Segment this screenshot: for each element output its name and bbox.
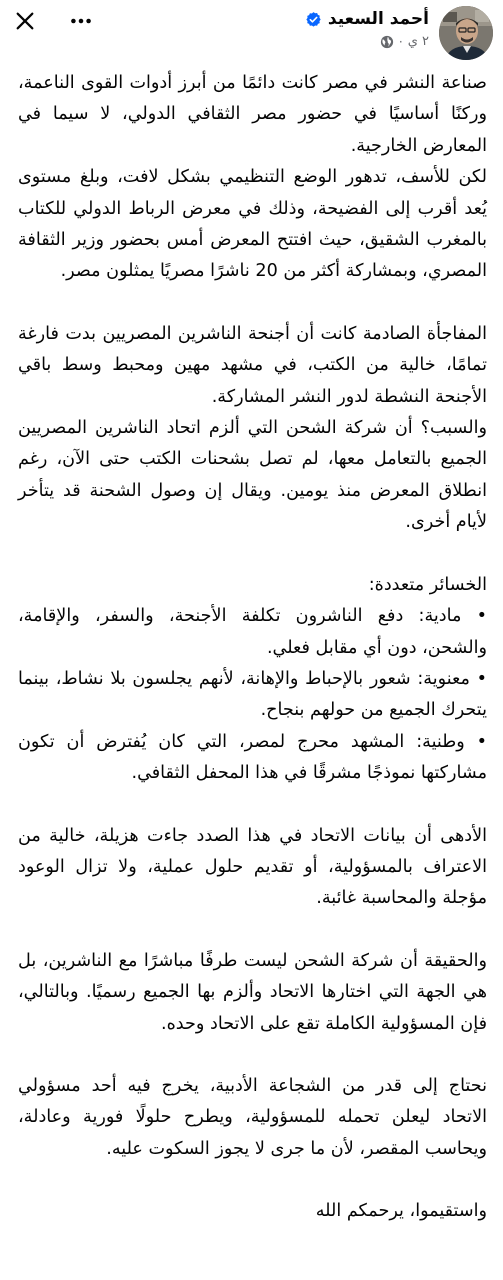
more-options-icon[interactable]: [68, 8, 94, 34]
post-header: [0, 0, 503, 70]
paragraph-call-to-action: نحتاج إلى قدر من الشجاعة الأدبية، يخرج فيه أحد مسؤولي الاتحاد ليعلن تحمله للمسؤولية، ويطرح حلولًا فورية وعادلة، ويحاسب المقصر، لأن ما جرى لا يجوز السكوت عليه.: [18, 1075, 487, 1159]
author-name[interactable]: أحمد السعيد: [327, 9, 429, 29]
loss-item-moral: • معنوية: شعور بالإحباط والإهانة، لأنهم يجلسون بلا نشاط، بينما يتحرك الجميع من حولهم بنجاح.: [18, 668, 487, 721]
post-header-actions: [12, 8, 94, 34]
close-icon[interactable]: [12, 8, 38, 34]
losses-list: [18, 570, 487, 790]
paragraph-responsibility: والحقيقة أن شركة الشحن ليست طرفًا مباشرًا مع الناشرين، بل هي الجهة التي اختارها الاتحاد وألزم بها الجميع رسميًا. وبالتالي، فإن المسؤولية الكاملة تقع على الاتحاد وحده.: [18, 950, 487, 1034]
loss-item-national: • وطنية: المشهد محرج لمصر، التي كان يُفترض أن تكون مشاركتها نموذجًا مشرقًا في هذا المحفل الثقافي.: [18, 731, 487, 784]
author-row: [305, 8, 429, 30]
paragraph-decline: لكن للأسف، تدهور الوضع التنظيمي بشكل لافت، وبلغ مستوى يُعد أقرب إلى الفضيحة، وذلك في معرض الرباط الدولي للكتاب بالمغرب الشقيق، حيث افتتح المعرض أمس بحضور وزير الثقافة المصري، وبمشاركة أكثر من 20 ناشرًا مصريًا يمثلون مصر.: [18, 167, 487, 282]
paragraph-reason: والسبب؟ أن شركة الشحن التي ألزم اتحاد الناشرين المصريين الجميع بالتعامل معها، لم تصل بشحنات الكتب حتى الآن، رغم انطلاق المعرض منذ يومين. ويقال إن وصول الشحنة قد يتأخر لأيام أخرى.: [18, 418, 487, 533]
paragraph-union-statements: الأدهى أن بيانات الاتحاد في هذا الصدد جاءت هزيلة، خالية من الاعتراف بالمسؤولية، أو تقديم حلول عملية، ولا تزال الوعود مؤجلة والمحاسبة غائبة.: [18, 825, 487, 909]
closing-line: واستقيموا، يرحمكم الله: [315, 1201, 487, 1222]
post-text: [18, 68, 487, 1228]
meta-separator: ·: [398, 35, 403, 49]
author-block: [305, 8, 429, 50]
author-avatar[interactable]: [439, 6, 493, 60]
post-timestamp[interactable]: ٢ ي: [407, 34, 429, 49]
losses-title: الخسائر متعددة:: [368, 574, 487, 595]
post-meta-row: [380, 34, 429, 50]
globe-icon[interactable]: [380, 35, 394, 49]
paragraph-surprise: المفاجأة الصادمة كانت أن أجنحة الناشرين المصريين بدت فارغة تمامًا، خالية من الكتب، في مشهد مهين ومحبط وسط باقي الأجنحة النشطة لدور النشر المشاركة.: [18, 323, 487, 407]
verified-badge-icon: [305, 11, 322, 28]
paragraph-intro: صناعة النشر في مصر كانت دائمًا من أبرز أدوات القوى الناعمة، وركنًا أساسيًا في حضور مصر الثقافي الدولي، لا سيما في المعارض الخارجية.: [18, 73, 487, 156]
avatar-photo-icon: [439, 6, 493, 60]
loss-item-material: • مادية: دفع الناشرون تكلفة الأجنحة، والسفر، والإقامة، والشحن، دون أي مقابل فعلي.: [18, 606, 487, 658]
